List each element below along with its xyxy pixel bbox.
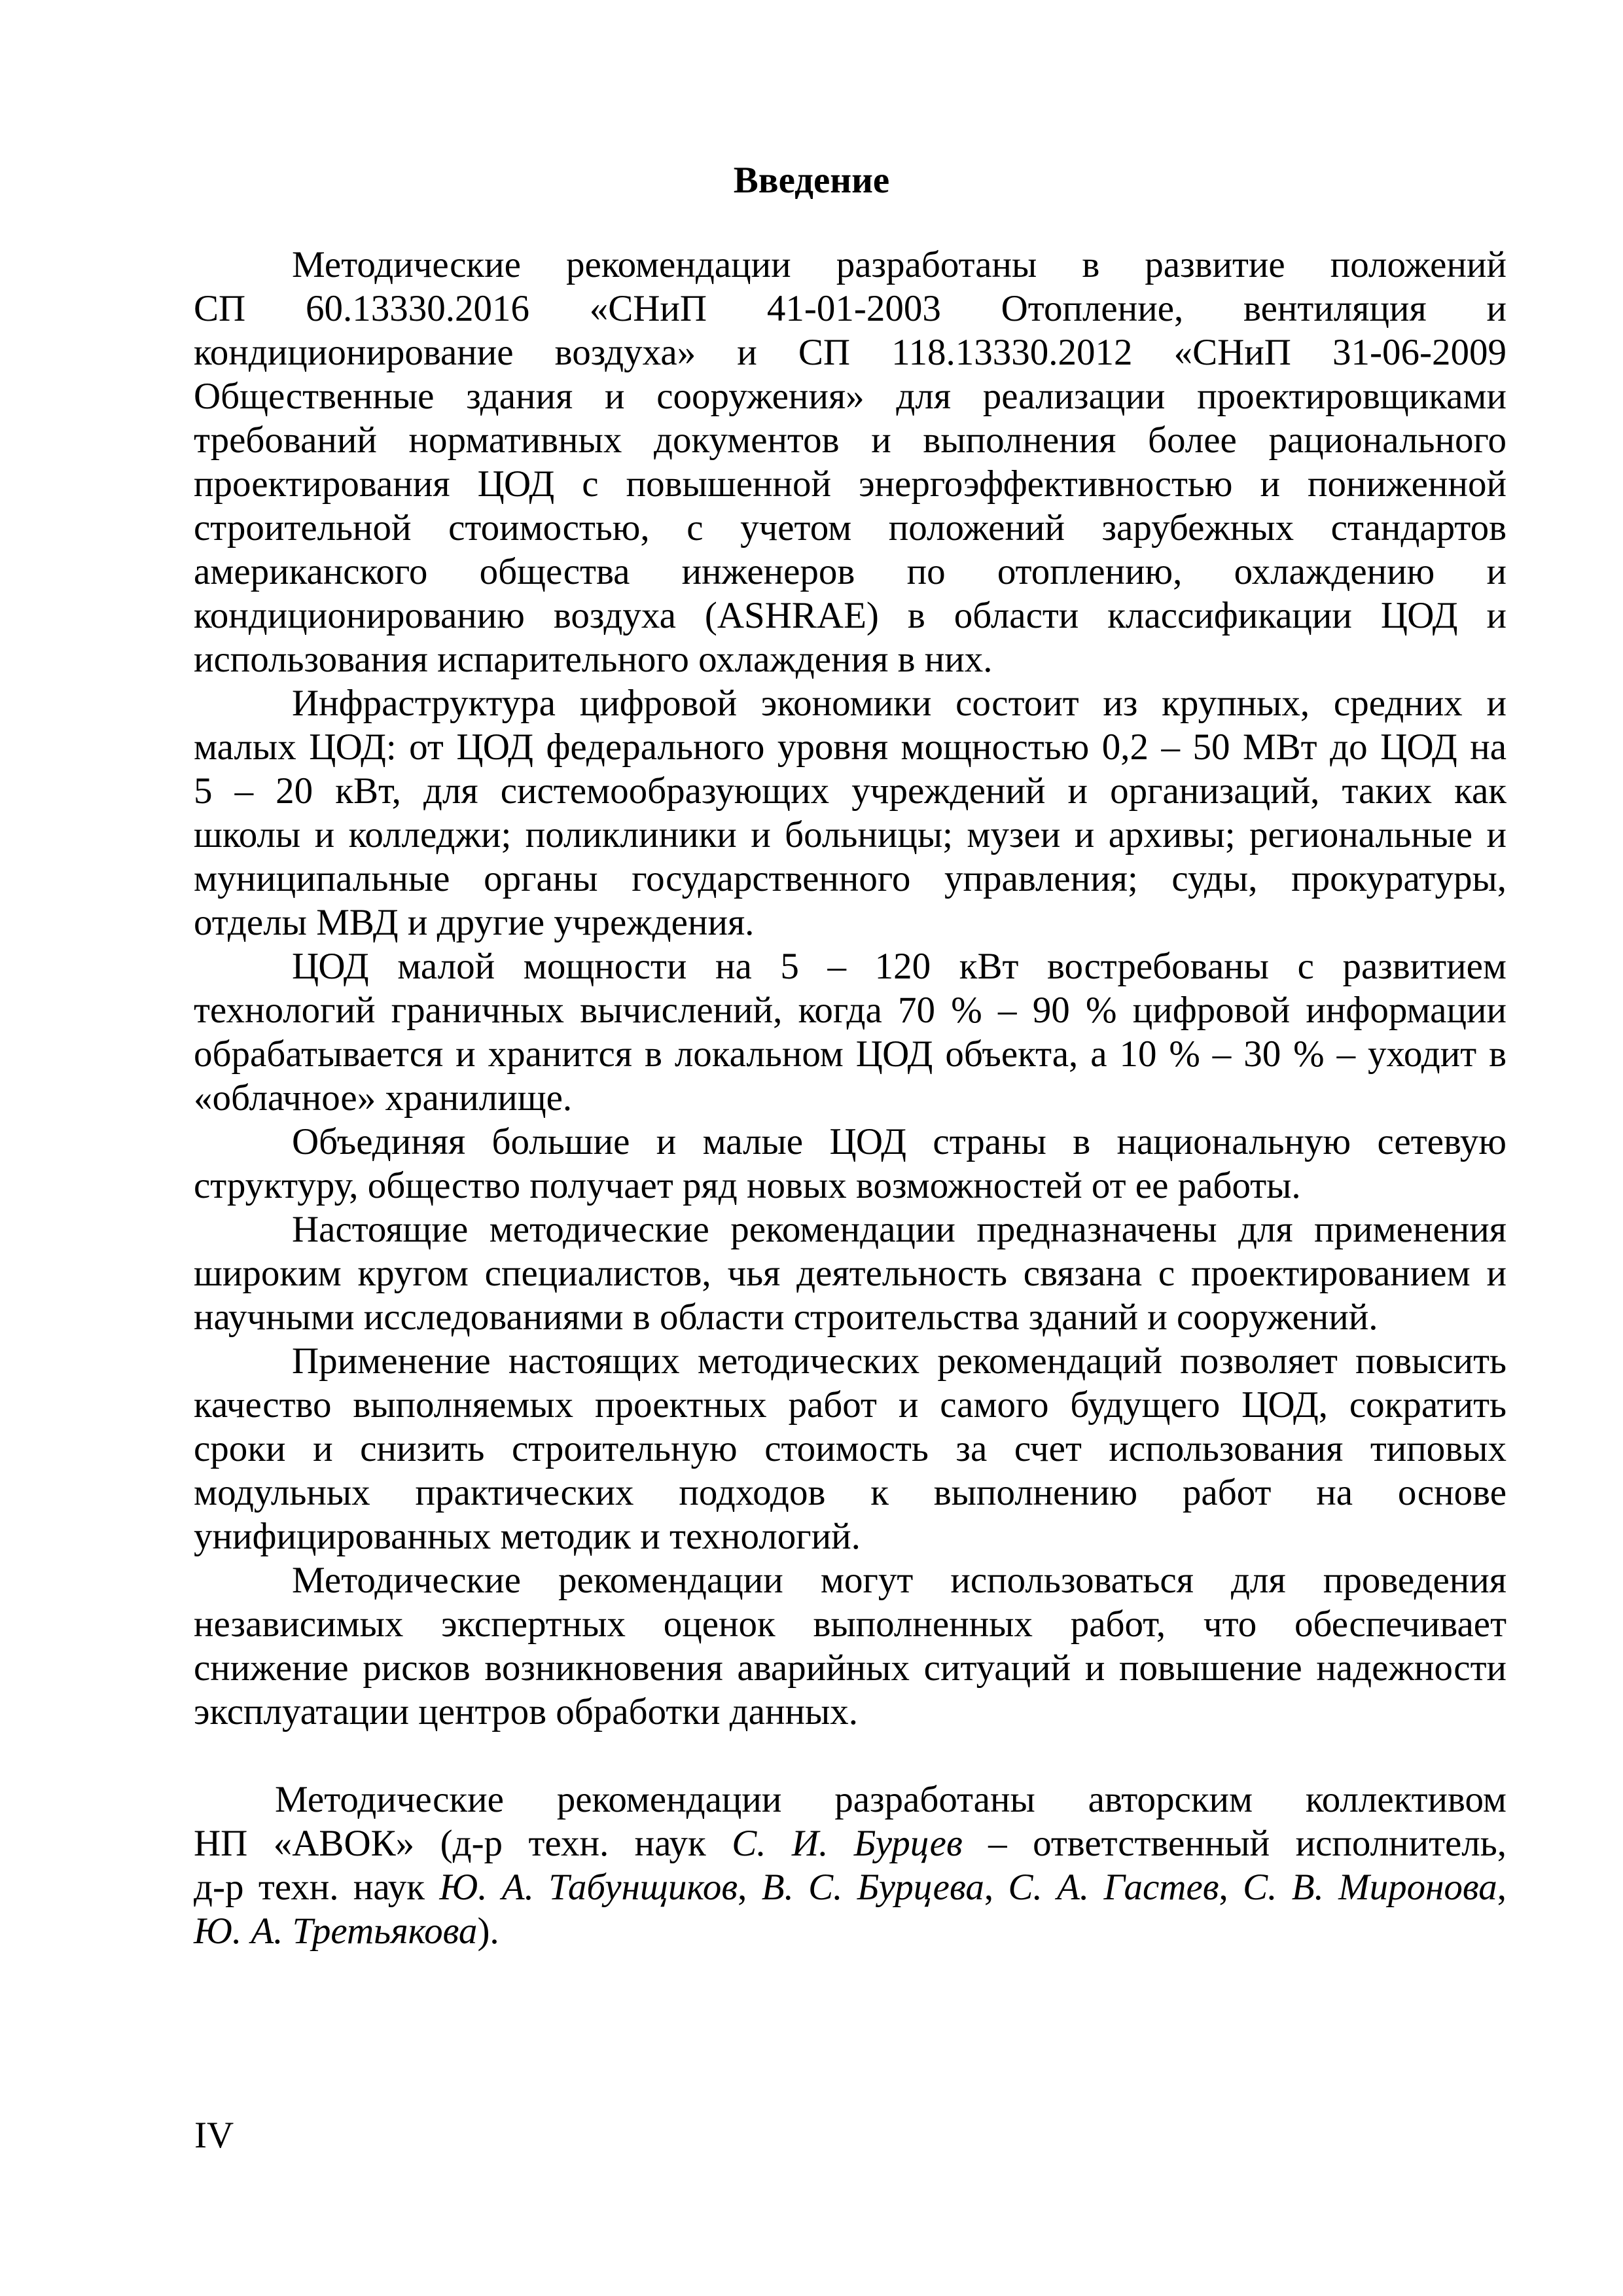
paragraph xyxy=(194,1120,1507,1208)
text-segment: – ответственный исполнитель, xyxy=(962,1823,1507,1864)
text-line: обрабатывается и хранится в локальном ЦОД объекта, а 10 % – 30 % – уходит в xyxy=(194,1033,1507,1075)
text-line: кондиционирование воздуха» и СП 118.13330.2012 «СНиП 31-06-2009 xyxy=(194,332,1507,373)
text-line: Настоящие методические рекомендации предназначены для применения xyxy=(292,1209,1507,1250)
text-line: Методические рекомендации разработаны в развитие положений xyxy=(292,244,1507,285)
author-name: С. А. Гастев xyxy=(1008,1867,1219,1908)
text-line: «облачное» хранилище. xyxy=(194,1077,573,1119)
text-segment: д-р техн. наук xyxy=(194,1867,440,1908)
author-name: Ю. А. Третьякова xyxy=(194,1910,478,1952)
text-line: качество выполняемых проектных работ и самого будущего ЦОД, сократить xyxy=(194,1384,1507,1426)
text-line: технологий граничных вычислений, когда 70 % – 90 % цифровой информации xyxy=(194,990,1507,1031)
text-line: Объединяя большие и малые ЦОД страны в национальную сетевую xyxy=(292,1121,1507,1162)
text-line: американского общества инженеров по отоплению, охлаждению и xyxy=(194,551,1507,592)
text-segment: , xyxy=(984,1867,1008,1908)
paragraph xyxy=(194,1558,1507,1734)
text-line: отделы МВД и другие учреждения. xyxy=(194,902,755,943)
text-line xyxy=(194,1909,1507,1953)
document-body xyxy=(194,243,1507,1953)
text-line xyxy=(194,1865,1507,1909)
text-line: снижение рисков возникновения аварийных ситуаций и повышение надежности xyxy=(194,1647,1507,1689)
text-line: модульных практических подходов к выполнению работ на основе xyxy=(194,1472,1507,1513)
text-line: Инфраструктура цифровой экономики состоит из крупных, средних и xyxy=(292,683,1507,724)
text-line: Применение настоящих методических рекомендаций позволяет повысить xyxy=(292,1340,1507,1382)
text-line: ЦОД малой мощности на 5 – 120 кВт востребованы с развитием xyxy=(292,946,1507,987)
text-line: эксплуатации центров обработки данных. xyxy=(194,1691,859,1732)
text-line: сроки и снизить строительную стоимость за счет использования типовых xyxy=(194,1428,1507,1469)
text-line: 5 – 20 кВт, для системообразующих учреждений и организаций, таких как xyxy=(194,770,1507,812)
text-line: независимых экспертных оценок выполненных работ, что обеспечивает xyxy=(194,1604,1507,1645)
text-line: строительной стоимостью, с учетом положений зарубежных стандартов xyxy=(194,507,1507,548)
text-line: проектирования ЦОД с повышенной энергоэффективностью и пониженной xyxy=(194,463,1507,505)
text-segment: , xyxy=(1497,1867,1507,1908)
text-segment: , xyxy=(738,1867,762,1908)
text-line: Общественные здания и сооружения» для реализации проектировщиками xyxy=(194,376,1507,417)
page-number: IV xyxy=(194,2115,234,2156)
text-line: муниципальные органы государственного управления; суды, прокуратуры, xyxy=(194,858,1507,899)
text-line: школы и колледжи; поликлиники и больницы; музеи и архивы; региональные и xyxy=(194,814,1507,855)
text-line: СП 60.13330.2016 «СНиП 41-01-2003 Отопление, вентиляция и xyxy=(194,288,1507,329)
text-segment: ). xyxy=(477,1910,499,1952)
paragraph xyxy=(194,944,1507,1120)
text-line: малых ЦОД: от ЦОД федерального уровня мощностью 0,2 – 50 МВт до ЦОД на xyxy=(194,726,1507,768)
text-segment: НП «АВОК» (д-р техн. наук xyxy=(194,1823,732,1864)
text-line: структуру, общество получает ряд новых возможностей от ее работы. xyxy=(194,1165,1301,1206)
text-line: Методические рекомендации могут использоваться для проведения xyxy=(292,1560,1507,1601)
paragraph xyxy=(194,1339,1507,1558)
text-line: широким кругом специалистов, чья деятельность связана с проектированием и xyxy=(194,1253,1507,1294)
spacer xyxy=(194,1734,1507,1778)
author-name: Ю. А. Табунщиков xyxy=(439,1867,738,1908)
text-line xyxy=(194,1778,1507,1821)
paragraph xyxy=(194,243,1507,681)
text-segment: , xyxy=(1219,1867,1243,1908)
text-segment: Методические рекомендации разработаны авторским коллективом xyxy=(275,1779,1507,1820)
paragraph xyxy=(194,1208,1507,1339)
text-line: унифицированных методик и технологий. xyxy=(194,1516,861,1557)
page-title: Введение xyxy=(733,160,890,201)
authors-paragraph xyxy=(194,1778,1507,1953)
text-line: кондиционированию воздуха (ASHRAE) в области классификации ЦОД и xyxy=(194,595,1507,636)
author-name: С. И. Бурцев xyxy=(732,1823,963,1864)
author-name: В. С. Бурцева xyxy=(761,1867,984,1908)
text-line: использования испарительного охлаждения в них. xyxy=(194,639,993,680)
paragraph xyxy=(194,681,1507,944)
text-line: требований нормативных документов и выполнения более рационального xyxy=(194,420,1507,461)
text-line xyxy=(194,1821,1507,1865)
author-name: С. В. Миронова xyxy=(1243,1867,1497,1908)
text-line: научными исследованиями в области строительства зданий и сооружений. xyxy=(194,1297,1378,1338)
